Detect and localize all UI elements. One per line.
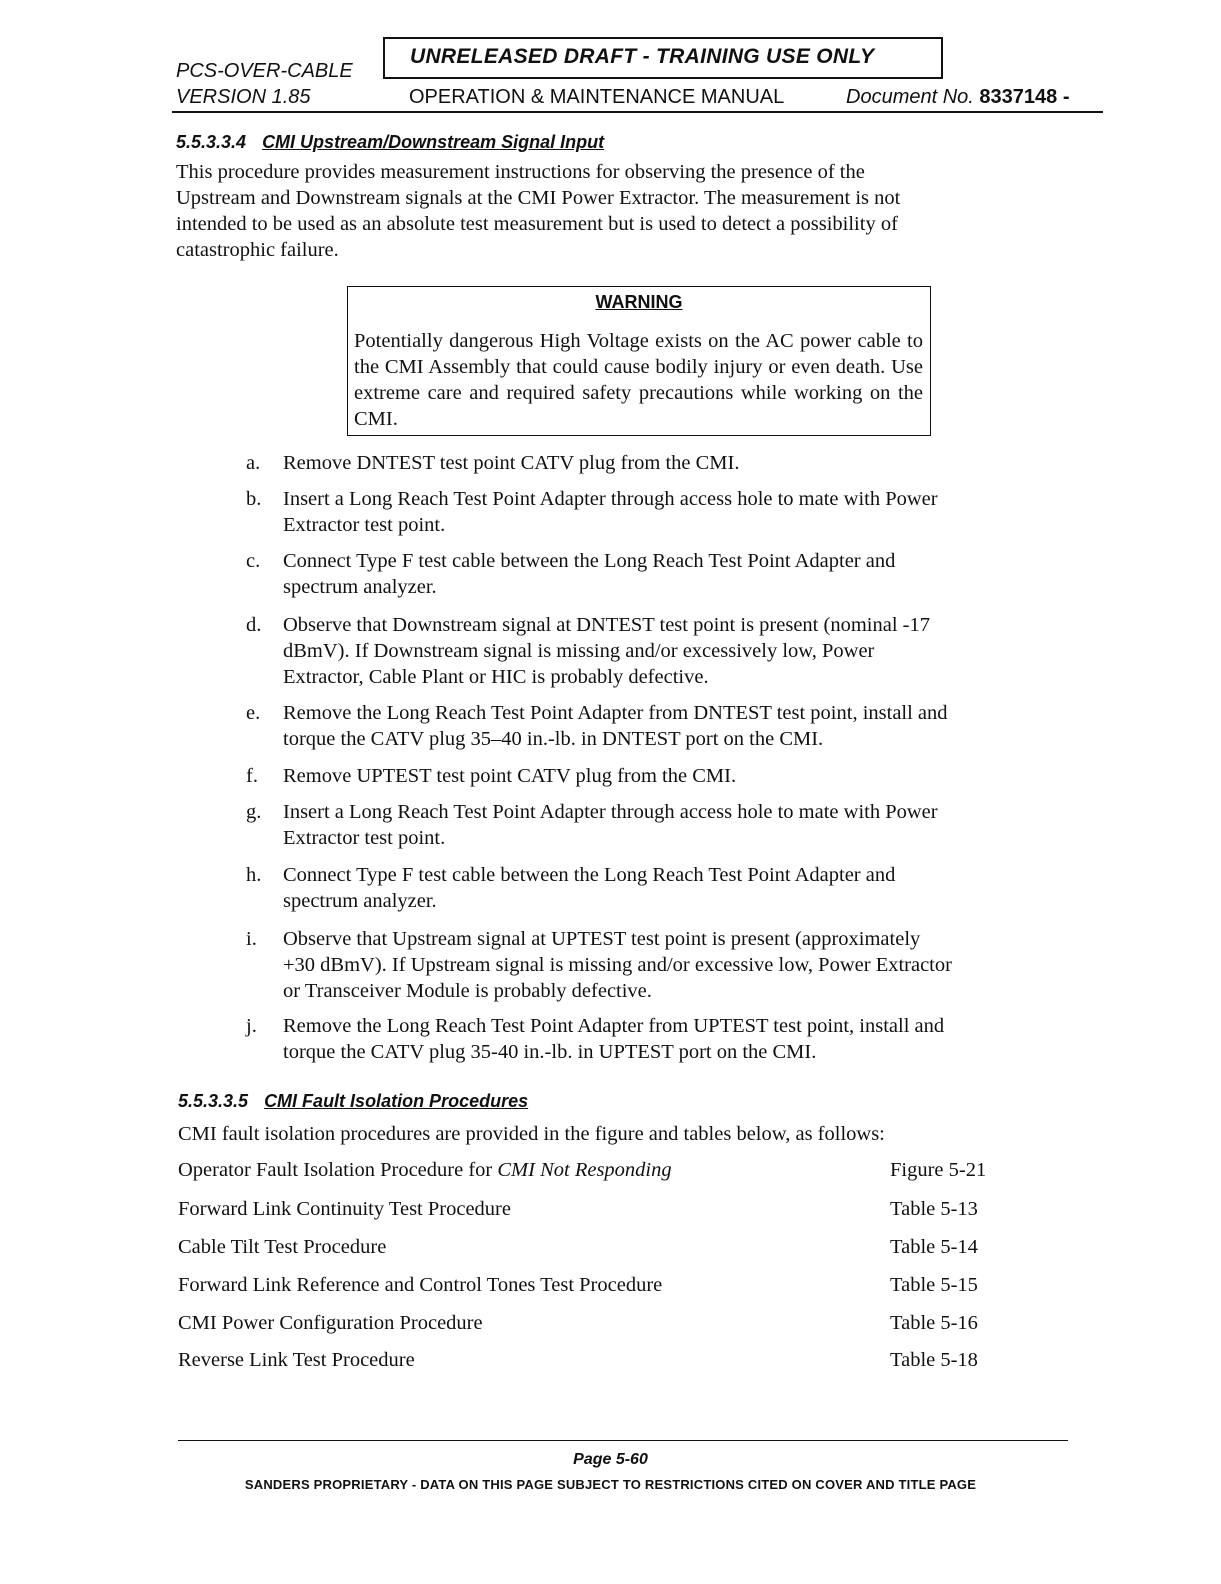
- step-line: Observe that Downstream signal at DNTEST test point is present (nominal -17: [283, 614, 930, 636]
- step-letter: f.: [246, 765, 258, 787]
- step-e: [246, 700, 1106, 752]
- step-letter: e.: [246, 702, 261, 724]
- footer-rule: [178, 1440, 1068, 1441]
- step-line: Connect Type F test cable between the Long Reach Test Point Adapter and: [283, 550, 896, 572]
- step-letter: b.: [246, 488, 262, 510]
- step-line: Remove DNTEST test point CATV plug from the CMI.: [283, 452, 740, 474]
- procedure-name: Forward Link Continuity Test Procedure: [178, 1198, 511, 1220]
- section-title: CMI Fault Isolation Procedures: [264, 1091, 529, 1111]
- step-letter: a.: [246, 452, 261, 474]
- header-rule: [172, 111, 1103, 113]
- step-line: Remove UPTEST test point CATV plug from the CMI.: [283, 765, 737, 787]
- step-j: [246, 1013, 1106, 1065]
- step-line: Extractor test point.: [283, 514, 446, 536]
- document-label: Document No.: [846, 86, 974, 108]
- section-heading-signal-input: [176, 132, 604, 153]
- procedure-reference: Table 5-15: [890, 1274, 978, 1296]
- product-name: PCS-OVER-CABLE: [176, 60, 353, 82]
- procedure-reference: Table 5-16: [890, 1312, 978, 1334]
- intro-line: intended to be used as an absolute test measurement but is used to detect a possibility of: [176, 213, 898, 235]
- step-a: [246, 450, 1106, 476]
- step-letter: h.: [246, 864, 262, 886]
- procedure-name: Reverse Link Test Procedure: [178, 1349, 415, 1371]
- procedure-name: Forward Link Reference and Control Tones Test Procedure: [178, 1274, 663, 1296]
- step-letter: j.: [246, 1015, 257, 1037]
- intro-paragraph: [176, 159, 1106, 263]
- step-line: Remove the Long Reach Test Point Adapter from UPTEST test point, install and: [283, 1015, 945, 1037]
- section-number: 5.5.3.3.4: [176, 132, 247, 152]
- intro-line: catastrophic failure.: [176, 239, 339, 261]
- intro-line: This procedure provides measurement instructions for observing the presence of the: [176, 161, 865, 183]
- draft-banner: UNRELEASED DRAFT - TRAINING USE ONLY: [410, 45, 875, 68]
- step-letter: c.: [246, 550, 261, 572]
- warning-text: Potentially dangerous High Voltage exists on the AC power cable to the CMI Assembly that could cause bodily injury or even death. Use extreme care and required safety precautions while working on the CMI.: [354, 330, 923, 430]
- step-h: [246, 862, 1106, 914]
- step-line: torque the CATV plug 35-40 in.-lb. in UPTEST port on the CMI.: [283, 1041, 817, 1063]
- step-line: or Transceiver Module is probably defective.: [283, 980, 652, 1002]
- step-f: [246, 763, 1106, 789]
- step-line: Extractor test point.: [283, 827, 446, 849]
- step-line: spectrum analyzer.: [283, 576, 437, 598]
- step-letter: d.: [246, 614, 262, 636]
- procedure-reference: Table 5-14: [890, 1236, 978, 1258]
- page-number: Page 5-60: [573, 1451, 648, 1468]
- procedure-name: Cable Tilt Test Procedure: [178, 1236, 387, 1258]
- step-line: Remove the Long Reach Test Point Adapter from DNTEST test point, install and: [283, 702, 948, 724]
- step-i: [246, 926, 1106, 1004]
- step-letter: g.: [246, 801, 262, 823]
- warning-title: WARNING: [595, 292, 683, 312]
- step-line: dBmV). If Downstream signal is missing and/or excessively low, Power: [283, 640, 875, 662]
- step-g: [246, 799, 1106, 851]
- step-line: torque the CATV plug 35–40 in.-lb. in DNTEST port on the CMI.: [283, 728, 824, 750]
- step-d: [246, 612, 1106, 690]
- step-line: Insert a Long Reach Test Point Adapter through access hole to mate with Power: [283, 801, 938, 823]
- step-line: Connect Type F test cable between the Long Reach Test Point Adapter and: [283, 864, 896, 886]
- procedure-reference: Table 5-18: [890, 1349, 978, 1371]
- step-line: Observe that Upstream signal at UPTEST test point is present (approximately: [283, 928, 921, 950]
- step-c: [246, 548, 1106, 600]
- intro-line: Upstream and Downstream signals at the CMI Power Extractor. The measurement is not: [176, 187, 901, 209]
- document-number: [846, 86, 1069, 109]
- section-heading-fault-isolation: [178, 1091, 528, 1112]
- step-line: Insert a Long Reach Test Point Adapter through access hole to mate with Power: [283, 488, 938, 510]
- section-number: 5.5.3.3.5: [178, 1091, 249, 1111]
- procedure-emphasis: CMI Not Responding: [497, 1159, 672, 1181]
- procedure-reference: Figure 5-21: [890, 1159, 987, 1181]
- procedure-name: CMI Power Configuration Procedure: [178, 1312, 483, 1334]
- step-b: [246, 486, 1106, 538]
- procedure-reference: Table 5-13: [890, 1198, 978, 1220]
- version-label: VERSION 1.85: [176, 86, 311, 108]
- fault-isolation-intro: CMI fault isolation procedures are provided in the figure and tables below, as follows:: [178, 1123, 885, 1145]
- procedure-name: Operator Fault Isolation Procedure for: [178, 1159, 498, 1181]
- step-line: Extractor, Cable Plant or HIC is probably defective.: [283, 666, 709, 688]
- step-line: spectrum analyzer.: [283, 890, 437, 912]
- step-letter: i.: [246, 928, 257, 950]
- document-number-value: 8337148 -: [979, 86, 1070, 108]
- proprietary-notice: SANDERS PROPRIETARY - DATA ON THIS PAGE SUBJECT TO RESTRICTIONS CITED ON COVER AND TITLE PAGE: [244, 1477, 977, 1492]
- manual-title: OPERATION & MAINTENANCE MANUAL: [409, 86, 785, 108]
- step-line: +30 dBmV). If Upstream signal is missing and/or excessive low, Power Extractor: [283, 954, 952, 976]
- section-title: CMI Upstream/Downstream Signal Input: [262, 132, 605, 152]
